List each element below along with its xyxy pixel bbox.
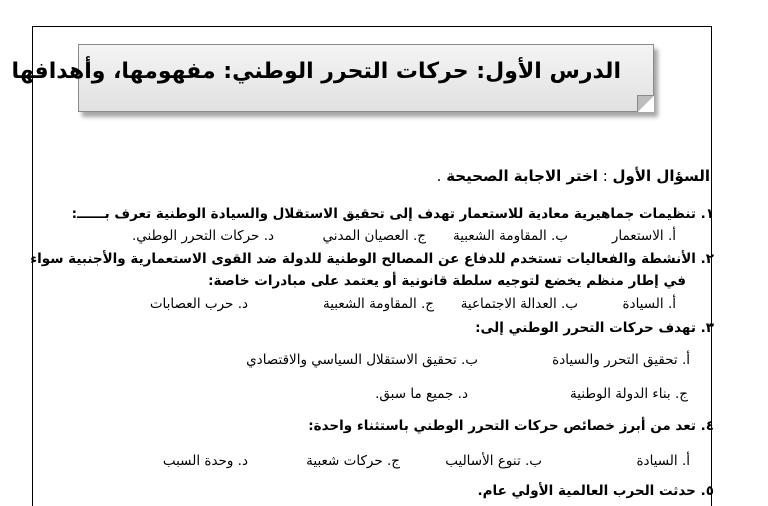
item-number: ٥. (700, 483, 714, 499)
lesson-title-main: حركات التحرر الوطني (232, 59, 477, 84)
question-end: . (436, 167, 447, 185)
question-item-3-option-d[interactable]: د. جميع ما سبق. (375, 386, 468, 402)
question-item-2-option-c[interactable]: ج. المقاومة الشعبية (323, 296, 434, 312)
lesson-title-separator: : (476, 59, 486, 84)
question-separator: : (597, 167, 613, 185)
question-item-1-option-b[interactable]: ب. المقاومة الشعبية (453, 228, 568, 244)
question-item-2-option-b[interactable]: ب. العدالة الاجتماعية (460, 296, 578, 312)
question-heading (437, 167, 710, 185)
question-item-2-option-a[interactable]: أ. السيادة (622, 296, 676, 312)
question-item-3-option-a[interactable]: أ. تحقيق التحرر والسيادة (552, 352, 690, 368)
question-item-3-stem (475, 320, 714, 336)
question-item-1-option-a[interactable]: أ. الاستعمار (611, 228, 676, 244)
question-item-2-stem (30, 251, 714, 267)
question-item-4-option-c[interactable]: ج. حركات شعبية (306, 453, 400, 469)
question-item-1-option-c[interactable]: ج. العصيان المدني (322, 228, 426, 244)
question-label: السؤال الأول (612, 167, 710, 185)
question-item-1-stem (72, 206, 714, 222)
question-item-5-stem (478, 483, 715, 499)
lesson-title-rest: : مفهومها، وأهدافها (11, 59, 233, 84)
question-item-4-option-d[interactable]: د. وحدة السبب (162, 453, 248, 469)
question-item-3-option-b[interactable]: ب. تحقيق الاستقلال السياسي والاقتصادي (246, 352, 478, 368)
lesson-title-banner (11, 44, 654, 112)
question-item-2-stem-continued: في إطار منظم يخضع لتوجيه سلطة قانونية أو يعتمد على مبادرات خاصة: (208, 273, 686, 289)
item-number: ٢. (700, 251, 714, 267)
item-number: ٤. (700, 418, 714, 434)
question-item-4-option-a[interactable]: أ. السيادة (636, 453, 690, 469)
item-stem-text: حدثت الحرب العالمية الأولي عام. (477, 483, 696, 499)
item-stem-text: تنظيمات جماهيرية معادية للاستعمار تهدف إلى تحقيق الاستقلال والسيادة الوطنية تعرف بــــــ: (71, 206, 696, 222)
question-item-3-option-c[interactable]: ج. بناء الدولة الوطنية (570, 386, 688, 402)
page-curl-corner (637, 95, 654, 112)
item-stem-text: الأنشطة والفعاليات تستخدم للدفاع عن المصالح الوطنية للدولة ضد القوى الاستعمارية والأجنبية سواء (30, 251, 696, 267)
lesson-title (11, 59, 621, 84)
lesson-title-prefix: الدرس الأول (485, 59, 621, 84)
item-stem-text: تهدف حركات التحرر الوطني إلى: (475, 320, 696, 336)
item-stem-text: تعد من أبرز خصائص حركات التحرر الوطني باستثناء واحدة: (308, 418, 696, 434)
item-number: ١. (700, 206, 714, 222)
question-item-4-stem (308, 418, 714, 434)
question-item-1-option-d[interactable]: د. حركات التحرر الوطني. (131, 228, 274, 244)
question-item-2-option-d[interactable]: د. حرب العصابات (149, 296, 248, 312)
question-instruction: اختر الاجابة الصحيحة (446, 167, 598, 185)
item-number: ٣. (700, 320, 714, 336)
question-item-4-option-b[interactable]: ب. تنوع الأساليب (445, 453, 542, 469)
